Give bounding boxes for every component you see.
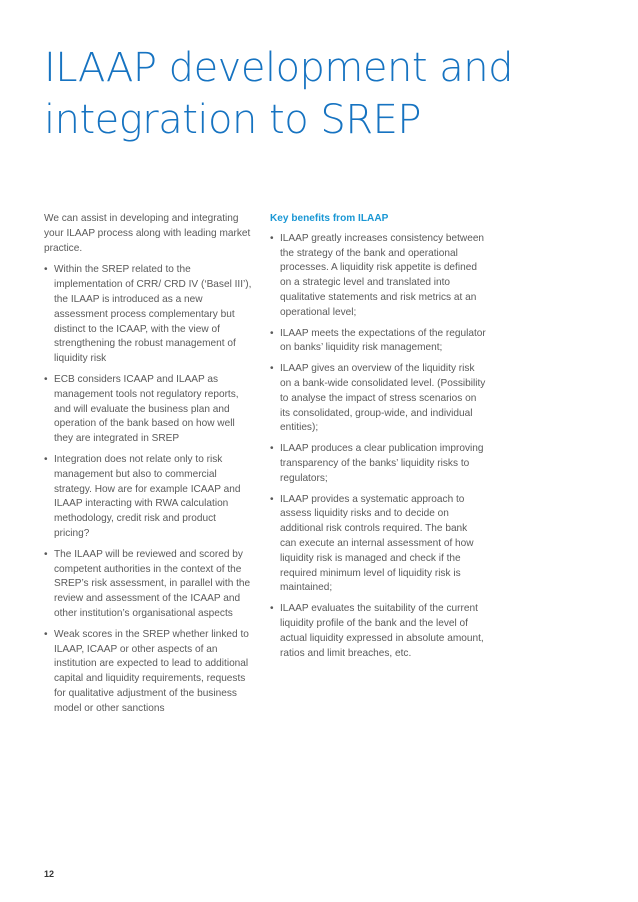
list-item bbox=[44, 548, 254, 622]
list-item-text: ILAAP evaluates the suitability of the current liquidity profile of the bank and the level of actual liquidity expressed in absolute amount, ratios and limit breaches, etc. bbox=[280, 603, 484, 659]
list-item-text: ILAAP provides a systematic approach to assess liquidity risks and to decide on additional risk controls required. The bank can execute an internal assessment of how liquidity risk is managed and check if the required minimum level of liquidity risk is maintained; bbox=[280, 493, 474, 594]
list-item-text: ILAAP produces a clear publication improving transparency of the banks’ liquidity risks to regulators; bbox=[280, 443, 484, 484]
list-item-text: The ILAAP will be reviewed and scored by competent authorities in the context of the SREP’s risk assessment, in parallel with the review and assessment of the ICAAP and other institution’s organisational aspects bbox=[54, 548, 251, 619]
list-item bbox=[270, 232, 486, 321]
bullet-icon: • bbox=[270, 232, 274, 244]
list-item-text: ECB considers ICAAP and ILAAP as management tools not regulatory reports, and will evaluate the business plan and operation of the bank based on how well they are integrated in SREP bbox=[54, 373, 239, 445]
page-title: ILAAP development and integration to SREP bbox=[44, 45, 514, 143]
bullet-icon: • bbox=[270, 603, 274, 615]
bullet-icon: • bbox=[44, 264, 48, 276]
right-bullet-list bbox=[270, 232, 486, 662]
list-item-text: ILAAP meets the expectations of the regulator on banks’ liquidity risk management; bbox=[280, 327, 486, 354]
list-item bbox=[270, 362, 486, 436]
left-bullet-list bbox=[44, 263, 254, 716]
list-item-text: Integration does not relate only to risk management but also to commercial strategy. How are for example ICAAP and ILAAP interacting with RWA calculation methodology, credit risk and product pricing? bbox=[54, 453, 241, 539]
list-item bbox=[270, 442, 486, 486]
list-item-text: ILAAP greatly increases consistency between the strategy of the bank and operational processes. A liquidity risk appetite is defined on a strategic level and translated into qualitative statements and risk metrics at an operational level; bbox=[280, 232, 485, 318]
bullet-icon: • bbox=[44, 628, 48, 640]
page-number: 12 bbox=[44, 869, 55, 879]
bullet-icon: • bbox=[270, 363, 274, 375]
bullet-icon: • bbox=[44, 548, 48, 560]
list-item bbox=[44, 373, 254, 447]
intro-paragraph: We can assist in developing and integrating your ILAAP process along with leading market practice. bbox=[44, 213, 251, 254]
section-heading: Key benefits from ILAAP bbox=[270, 213, 389, 224]
right-column bbox=[270, 212, 486, 667]
list-item-text: Weak scores in the SREP whether linked to ILAAP, ICAAP or other aspects of an institution are expected to lead to additional capital and liquidity requirements, requests for qualitative adjustment of the business model or other sanctions bbox=[54, 628, 249, 714]
bullet-icon: • bbox=[270, 493, 274, 505]
list-item bbox=[270, 493, 486, 597]
bullet-icon: • bbox=[44, 373, 48, 385]
left-column bbox=[44, 212, 254, 723]
bullet-icon: • bbox=[270, 327, 274, 339]
list-item bbox=[44, 453, 254, 542]
list-item bbox=[270, 327, 486, 357]
list-item-text: Within the SREP related to the implementation of CRR/ CRD IV (‘Basel III’), the ILAAP is introduced as a new assessment process complementary but distinct to the ICAAP, with the view of strengthening the robust management of liquidity risk bbox=[54, 264, 252, 365]
bullet-icon: • bbox=[270, 443, 274, 455]
bullet-icon: • bbox=[44, 453, 48, 465]
list-item bbox=[44, 628, 254, 717]
list-item bbox=[270, 602, 486, 661]
list-item-text: ILAAP gives an overview of the liquidity risk on a bank-wide consolidated level. (Possibility to analyse the impact of stress scenarios on its consolidated, group-wide, and individual entities); bbox=[280, 363, 486, 434]
list-item bbox=[44, 263, 254, 367]
